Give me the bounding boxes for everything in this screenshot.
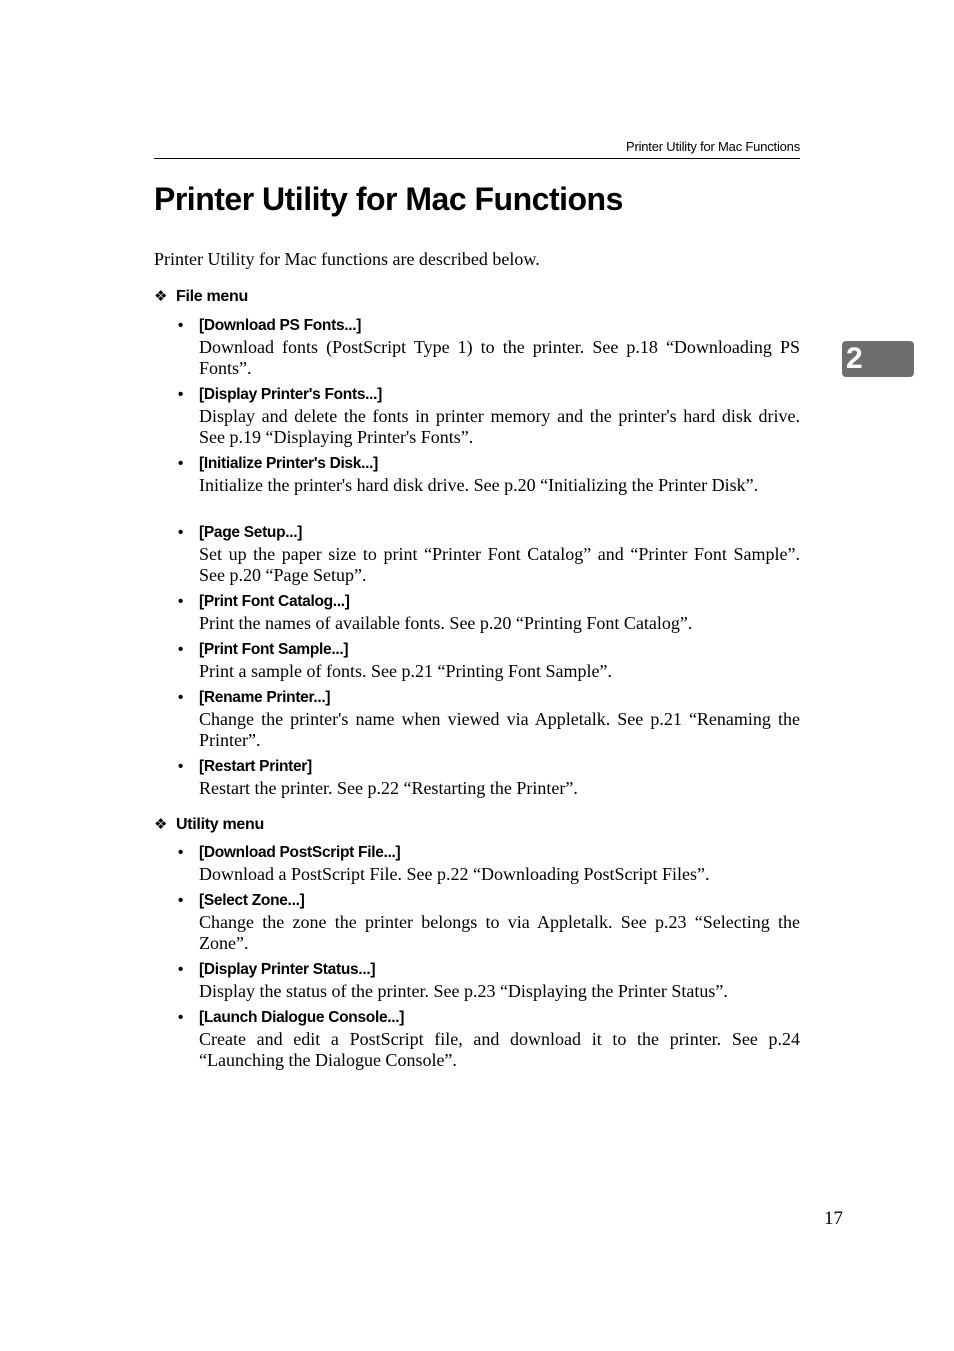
diamond-icon: ❖ xyxy=(154,816,168,833)
list-item xyxy=(178,758,800,799)
item-label: [Select Zone...] xyxy=(199,892,305,909)
item-description: Change the zone the printer belongs to via Appletalk. See p.23 “Selecting the Zone”. xyxy=(199,912,800,953)
page-number: 17 xyxy=(824,1208,843,1229)
section-heading-label: Utility menu xyxy=(176,816,264,833)
item-description: Print a sample of fonts. See p.21 “Printing Font Sample”. xyxy=(199,661,612,681)
list-item xyxy=(178,524,800,586)
list-item xyxy=(178,689,800,751)
bullet-icon: • xyxy=(178,524,184,541)
list-item xyxy=(178,386,800,448)
item-label: [Print Font Catalog...] xyxy=(199,593,350,610)
item-description: Download fonts (PostScript Type 1) to the printer. See p.18 “Downloading PS Fonts”. xyxy=(199,337,800,378)
page-title: Printer Utility for Mac Functions xyxy=(154,181,623,217)
list-item xyxy=(178,1009,800,1071)
bullet-icon: • xyxy=(178,1009,184,1026)
bullet-icon: • xyxy=(178,758,184,775)
item-description: Display and delete the fonts in printer memory and the printer's hard disk drive. See p.19 “Displaying Printer's Fonts”. xyxy=(199,406,800,447)
item-label: [Display Printer's Fonts...] xyxy=(199,386,383,403)
bullet-icon: • xyxy=(178,844,184,861)
bullet-icon: • xyxy=(178,593,184,610)
list-item xyxy=(178,455,800,496)
list-item xyxy=(178,961,800,1002)
item-description: Download a PostScript File. See p.22 “Downloading PostScript Files”. xyxy=(199,864,710,884)
item-label: [Download PS Fonts...] xyxy=(199,317,362,334)
list-item xyxy=(178,892,800,954)
item-label: [Restart Printer] xyxy=(199,758,312,775)
item-label: [Rename Printer...] xyxy=(199,689,331,706)
section-heading-utility-menu xyxy=(154,815,264,834)
bullet-icon: • xyxy=(178,641,184,658)
bullet-icon: • xyxy=(178,689,184,706)
running-header: Printer Utility for Mac Functions xyxy=(625,139,800,154)
bullet-icon: • xyxy=(178,455,184,472)
item-description: Change the printer's name when viewed via Appletalk. See p.21 “Renaming the Printer”. xyxy=(199,709,800,750)
bullet-icon: • xyxy=(178,892,184,909)
item-description: Create and edit a PostScript file, and download it to the printer. See p.24 “Launching the Dialogue Console”. xyxy=(199,1029,800,1070)
list-item xyxy=(178,641,800,682)
item-description: Restart the printer. See p.22 “Restarting the Printer”. xyxy=(199,778,578,798)
item-label: [Page Setup...] xyxy=(199,524,303,541)
bullet-icon: • xyxy=(178,317,184,334)
list-item xyxy=(178,593,800,634)
chapter-number: 2 xyxy=(846,342,863,375)
diamond-icon: ❖ xyxy=(154,288,168,305)
intro-text: Printer Utility for Mac functions are described below. xyxy=(154,249,540,269)
item-description: Set up the paper size to print “Printer Font Catalog” and “Printer Font Sample”. See p.20 “Page Setup”. xyxy=(199,544,800,585)
item-label: [Initialize Printer's Disk...] xyxy=(199,455,379,472)
bullet-icon: • xyxy=(178,386,184,403)
item-description: Print the names of available fonts. See p.20 “Printing Font Catalog”. xyxy=(199,613,693,633)
list-item xyxy=(178,317,800,379)
item-label: [Launch Dialogue Console...] xyxy=(199,1009,405,1026)
item-label: [Print Font Sample...] xyxy=(199,641,349,658)
section-heading-file-menu xyxy=(154,287,248,306)
item-label: [Display Printer Status...] xyxy=(199,961,376,978)
list-item xyxy=(178,844,800,885)
item-label: [Download PostScript File...] xyxy=(199,844,401,861)
section-heading-label: File menu xyxy=(176,288,248,305)
chapter-tab xyxy=(842,341,914,377)
header-rule xyxy=(154,158,800,159)
item-description: Display the status of the printer. See p.23 “Displaying the Printer Status”. xyxy=(199,981,728,1001)
bullet-icon: • xyxy=(178,961,184,978)
item-description: Initialize the printer's hard disk drive. See p.20 “Initializing the Printer Disk”. xyxy=(199,475,759,495)
